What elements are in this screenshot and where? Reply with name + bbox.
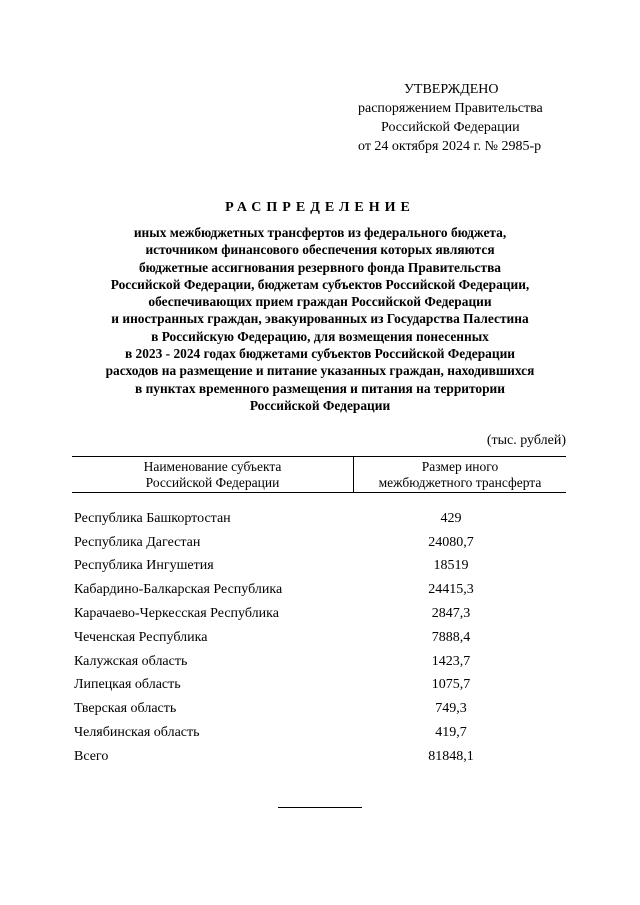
transfer-amount: 429 bbox=[440, 510, 462, 526]
document-subtitle bbox=[40, 224, 600, 414]
transfer-amount: 749,3 bbox=[435, 701, 467, 717]
subtitle-line: в Российскую Федерацию, для возмещения понесенных bbox=[151, 328, 489, 344]
region-name: Республика Башкортостан bbox=[74, 510, 231, 526]
table-row bbox=[72, 626, 566, 650]
region-name: Чеченская Республика bbox=[74, 629, 208, 645]
transfer-amount: 2847,3 bbox=[431, 606, 471, 622]
table-row bbox=[72, 674, 566, 698]
distribution-table bbox=[72, 456, 566, 769]
region-name: Липецкая область bbox=[74, 677, 181, 693]
region-name: Карачаево-Черкесская Республика bbox=[74, 606, 279, 622]
transfer-amount: 24080,7 bbox=[428, 534, 474, 550]
table-row bbox=[72, 507, 566, 531]
subtitle-line: источником финансового обеспечения которых являются bbox=[145, 242, 495, 258]
table-body bbox=[72, 493, 566, 769]
table-row bbox=[72, 602, 566, 626]
header-region-line2: Российской Федерации bbox=[145, 475, 280, 490]
table-row bbox=[72, 578, 566, 602]
table-row bbox=[72, 555, 566, 579]
region-name: Тверская область bbox=[74, 701, 177, 717]
transfer-amount: 419,7 bbox=[435, 725, 467, 741]
table-row bbox=[72, 650, 566, 674]
subtitle-line: Российской Федерации, бюджетам субъектов Российской Федерации, bbox=[110, 276, 530, 292]
table-row bbox=[72, 531, 566, 555]
header-region-line1: Наименование субъекта bbox=[143, 459, 282, 474]
total-label: Всего bbox=[74, 748, 109, 764]
subtitle-line: Российской Федерации bbox=[249, 397, 391, 413]
table-header bbox=[72, 456, 566, 493]
header-amount-line2: межбюджетного трансферта bbox=[378, 475, 542, 490]
region-name: Республика Ингушетия bbox=[74, 558, 214, 574]
region-name: Челябинская область bbox=[74, 725, 200, 741]
region-name: Кабардино-Балкарская Республика bbox=[74, 582, 283, 598]
approval-line-government: Российской Федерации bbox=[381, 120, 520, 135]
transfer-amount: 24415,3 bbox=[428, 582, 474, 598]
table-total-row bbox=[72, 745, 566, 769]
subtitle-line: иных межбюджетных трансфертов из федерального бюджета, bbox=[133, 225, 507, 240]
approval-line-order: распоряжением Правительства bbox=[358, 101, 543, 116]
approval-line-date: от 24 октября 2024 г. № 2985-р bbox=[358, 139, 542, 154]
approval-heading: УТВЕРЖДЕНО bbox=[404, 82, 499, 97]
table-row bbox=[72, 721, 566, 745]
subtitle-line: обеспечивающих прием граждан Российской Федерации bbox=[148, 294, 492, 310]
region-name: Республика Дагестан bbox=[74, 534, 201, 550]
units-label: (тыс. рублей) bbox=[486, 433, 566, 448]
subtitle-line: в 2023 - 2024 годах бюджетами субъектов Российской Федерации bbox=[124, 346, 516, 362]
subtitle-line: и иностранных граждан, эвакуированных из Государства Палестина bbox=[111, 311, 529, 327]
subtitle-line: бюджетные ассигнования резервного фонда Правительства bbox=[138, 259, 501, 275]
total-amount: 81848,1 bbox=[428, 748, 474, 764]
transfer-amount: 7888,4 bbox=[431, 629, 471, 645]
transfer-amount: 1423,7 bbox=[431, 653, 471, 669]
table-row bbox=[72, 697, 566, 721]
subtitle-line: в пунктах временного размещения и питания на территории bbox=[135, 380, 505, 396]
transfer-amount: 18519 bbox=[433, 558, 469, 574]
end-separator-line bbox=[278, 807, 362, 808]
document-title: РАСПРЕДЕЛЕНИЕ bbox=[225, 200, 415, 215]
header-amount-line1: Размер иного bbox=[421, 459, 499, 474]
subtitle-line: расходов на размещение и питание указанных граждан, находившихся bbox=[105, 363, 535, 379]
transfer-amount: 1075,7 bbox=[431, 677, 471, 693]
header-amount-column bbox=[354, 457, 566, 492]
region-name: Калужская область bbox=[74, 653, 188, 669]
header-region-column bbox=[72, 457, 354, 492]
approval-block bbox=[340, 80, 580, 156]
